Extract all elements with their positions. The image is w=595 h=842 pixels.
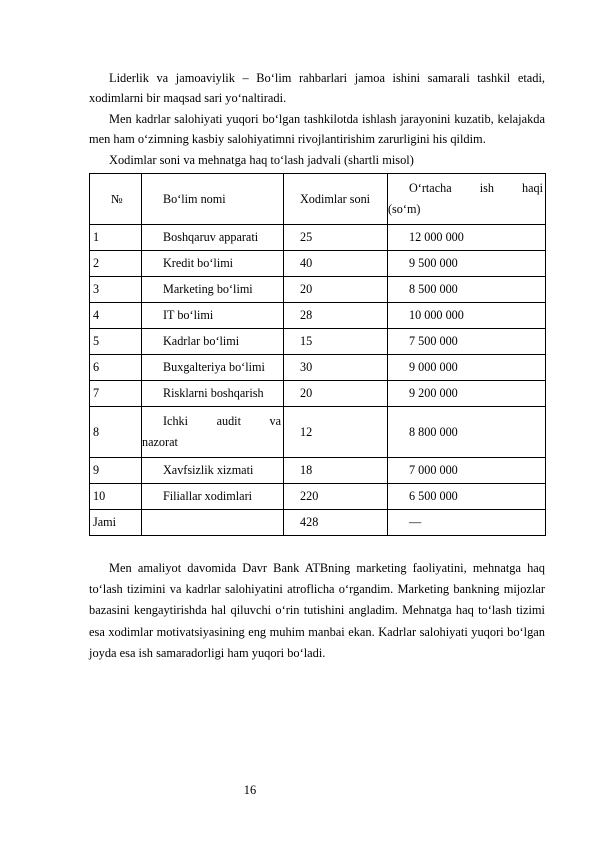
row-number: 1 — [93, 230, 100, 245]
table-caption: Xodimlar soni va mehnatga haq to‘lash jadvali (shartli misol) — [109, 152, 414, 167]
table-header-row — [90, 174, 546, 225]
row-department: Boshqaruv apparati — [163, 230, 259, 245]
total-department — [142, 515, 163, 529]
row-staff: 220 — [300, 489, 319, 504]
header-cell-avg-salary: O‘rtacha ish haqi (so‘m) — [388, 174, 546, 225]
row-staff: 15 — [300, 334, 313, 349]
row-staff: 20 — [300, 386, 313, 401]
staff-salary-table — [89, 173, 546, 536]
paragraph-leadership: Liderlik va jamoaviylik – Bo‘lim rahbarlari jamoa ishini samarali tashkil etadi, xodimlarni bir maqsad sari yo‘naltiradi. — [89, 71, 545, 106]
table-row — [90, 407, 546, 458]
row-salary: 9 000 000 — [409, 360, 458, 375]
row-number: 3 — [93, 282, 100, 297]
row-staff: 25 — [300, 230, 313, 245]
row-number: 5 — [93, 334, 100, 349]
row-department: Kadrlar bo‘limi — [163, 334, 240, 349]
row-department: Kredit bo‘limi — [163, 256, 234, 271]
row-staff: 18 — [300, 463, 313, 478]
row-number: 4 — [93, 308, 100, 323]
row-department: Xavfsizlik xizmati — [163, 463, 254, 478]
row-staff: 20 — [300, 282, 313, 297]
row-salary: 8 800 000 — [409, 424, 458, 439]
total-label: Jami — [93, 515, 117, 530]
paragraph-conclusion: Men amaliyot davomida Davr Bank ATBning marketing faoliyatini, mehnatga haq to‘lash tizimini va kadrlar salohiyatini atroflicha o‘rgandim. Marketing bankning mijozlar bazasini kengaytirishda hal qiluvchi o‘rin tutishini angladim. Mehnatga haq to‘lash tizimi esa xodimlar motivatsiyasining eng muhim manbai ekan. Kadrlar salohiyati yuqori bo‘lgan joyda esa ish samaradorligi ham yuqori bo‘ladi. — [89, 561, 545, 660]
row-salary: 8 500 000 — [409, 282, 458, 297]
total-staff: 428 — [300, 515, 319, 530]
row-salary: 7 500 000 — [409, 334, 458, 349]
document-page — [89, 68, 545, 664]
row-salary: 7 000 000 — [409, 463, 458, 478]
row-staff: 28 — [300, 308, 313, 323]
paragraph-observation: Men kadrlar salohiyati yuqori bo‘lgan tashkilotda ishlash jarayonini kuzatib, kelajakda men ham o‘zimning kasbiy salohiyatimni rivojlantirishim zarurligini his qildim. — [89, 111, 545, 147]
row-salary: 6 500 000 — [409, 489, 458, 504]
row-department-line2: nazorat — [142, 435, 178, 450]
row-salary: 12 000 000 — [409, 230, 464, 245]
row-department: Filiallar xodimlari — [163, 489, 253, 504]
table-row — [90, 329, 546, 355]
row-salary: 10 000 000 — [409, 308, 464, 323]
page-number: 16 — [243, 783, 257, 797]
row-number: 9 — [93, 463, 100, 478]
table-total-row — [90, 510, 546, 536]
row-number: 2 — [93, 256, 100, 271]
row-salary: 9 500 000 — [409, 256, 458, 271]
row-number: 7 — [93, 386, 100, 401]
row-staff: 40 — [300, 256, 313, 271]
table-row — [90, 355, 546, 381]
row-number: 10 — [93, 489, 106, 504]
table-row — [90, 303, 546, 329]
table-row — [90, 225, 546, 251]
row-department: IT bo‘limi — [163, 308, 214, 323]
total-salary: — — [409, 515, 422, 530]
table-row — [90, 484, 546, 510]
row-department-line1: Ichki audit va — [163, 414, 281, 429]
header-cell-number: № — [90, 174, 142, 225]
table-row — [90, 277, 546, 303]
row-staff: 30 — [300, 360, 313, 375]
table-row — [90, 251, 546, 277]
row-number: 8 — [93, 424, 100, 439]
table-row — [90, 458, 546, 484]
row-number: 6 — [93, 360, 100, 375]
row-department: Buxgalteriya bo‘limi — [163, 360, 265, 375]
row-salary: 9 200 000 — [409, 386, 458, 401]
table-row — [90, 381, 546, 407]
header-cell-staff-count: Xodimlar soni — [284, 174, 388, 225]
row-department: Marketing bo‘limi — [163, 282, 253, 297]
row-staff: 12 — [300, 424, 313, 439]
header-cell-department: Bo‘lim nomi — [142, 174, 284, 225]
row-department: Risklarni boshqarish — [163, 386, 264, 401]
